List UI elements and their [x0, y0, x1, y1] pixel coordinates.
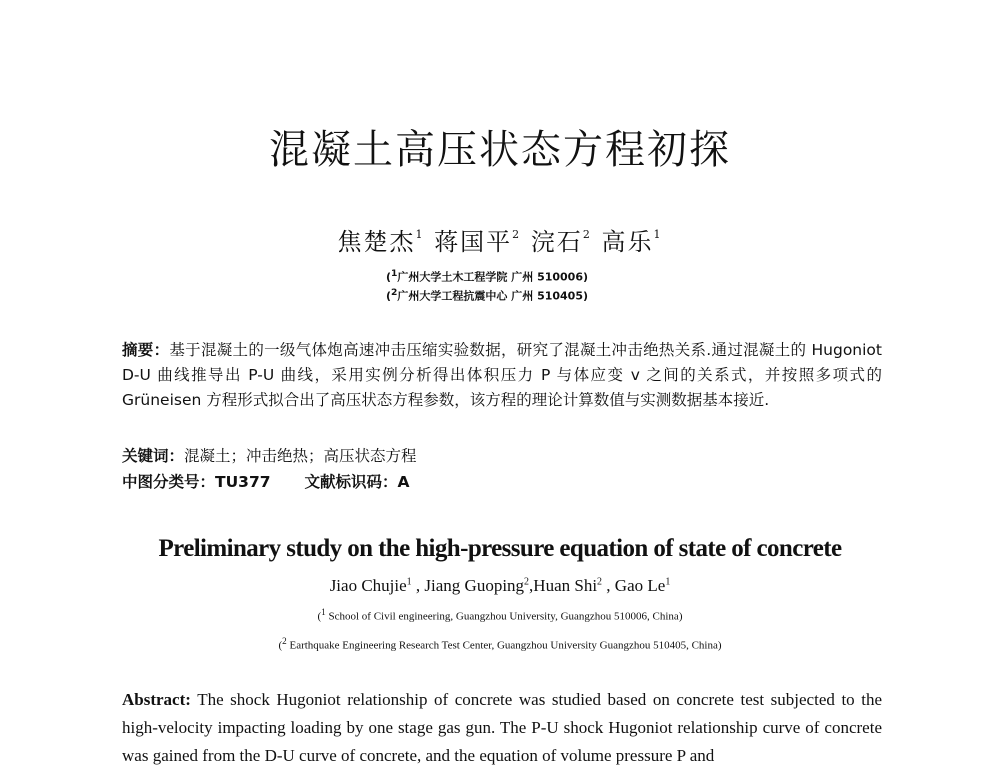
author-sup: 1: [653, 228, 663, 241]
author-sup: 1: [415, 228, 425, 241]
chinese-affiliation-1: ($^1$广州大学土木工程学院 广州 510006): [386, 268, 589, 284]
author-separator: ,: [529, 576, 534, 595]
class-label: 中图分类号：: [122, 473, 216, 491]
affiliation-text: School of Civil engineering, Guangzhou University, Guangzhou 510006, China: [328, 610, 679, 623]
author-sup: 2: [582, 228, 592, 241]
abstract-text: 基于混凝土的一级气体炮高速冲击压缩实验数据，研究了混凝土冲击绝热关系.通过混凝土的 Hugoniot D-U 曲线推导出 P-U 曲线，采用实例分析得出体积压力 P 与体应变 v 之间的关系式，并按照多项式的 Grüneisen 方程形式拟合出了高压状态方程参数，该方程的理论计算数值与实测数据基本接近.: [122, 341, 882, 409]
chinese-authors: [0, 222, 1000, 257]
author-name: 焦楚杰: [337, 228, 416, 256]
classification-line: [122, 470, 410, 492]
author-name: Gao Le: [614, 576, 666, 595]
doc-code-label: 文献标识码：: [304, 473, 398, 491]
english-title: Preliminary study on the high-pressure equation of state of concrete: [158, 535, 842, 562]
abstract-label: 摘要：: [122, 341, 170, 359]
author-name: Huan Shi: [533, 576, 598, 595]
english-abstract: [122, 686, 882, 770]
doc-code-value: A: [397, 473, 410, 491]
chinese-keywords: [122, 444, 417, 466]
author-sup: 2: [512, 228, 522, 241]
affiliation-sup: 2: [391, 287, 398, 298]
affiliation-text: Earthquake Engineering Research Test Center, Guangzhou University Guangzhou 510405, China: [289, 639, 718, 652]
chinese-title: 混凝土高压状态方程初探: [269, 127, 731, 173]
chinese-affiliation-2: ($^2$广州大学工程抗震中心 广州 510405): [386, 287, 589, 303]
english-affiliation-2: ($^2$ Earthquake Engineering Research Test Center, Guangzhou University Guangzhou 510405, China): [278, 636, 722, 652]
author-sup: 1: [406, 576, 412, 588]
author-name: 蒋国平: [434, 228, 513, 256]
author-name: 高乐: [601, 228, 654, 256]
chinese-abstract: [122, 338, 882, 413]
affiliation-sup: 1: [391, 268, 398, 279]
author-name: 浣石: [530, 228, 583, 256]
abstract-text: The shock Hugoniot relationship of concrete was studied based on concrete test subjected to the high-velocity impacting loading by one stage gas gun. The P-U shock Hugoniot relationship curve of concrete was gained from the D-U curve of concrete, and the equation of volume pressure P and: [122, 690, 882, 765]
affiliation-sup: 2: [282, 636, 287, 646]
author-sup: 2: [524, 576, 530, 588]
author-sup: 2: [597, 576, 603, 588]
author-name: Jiao Chujie: [329, 576, 407, 595]
affiliation-text: 广州大学工程抗震中心 广州 510405: [397, 289, 583, 303]
class-value: TU377: [215, 473, 271, 491]
keywords-label: 关键词：: [122, 447, 185, 465]
affiliation-text: 广州大学土木工程学院 广州 510006: [397, 270, 583, 284]
english-authors: [0, 576, 1000, 596]
keywords-text: 混凝土；冲击绝热；高压状态方程: [184, 447, 417, 465]
author-separator: ,: [602, 576, 615, 595]
author-separator: ,: [411, 576, 425, 595]
english-affiliation-1: ($^1$ School of Civil engineering, Guangzhou University, Guangzhou 510006, China): [317, 607, 683, 623]
affiliation-sup: 1: [321, 607, 326, 617]
author-name: Jiang Guoping: [424, 576, 525, 595]
abstract-label: Abstract:: [122, 690, 191, 709]
author-sup: 1: [665, 576, 671, 588]
